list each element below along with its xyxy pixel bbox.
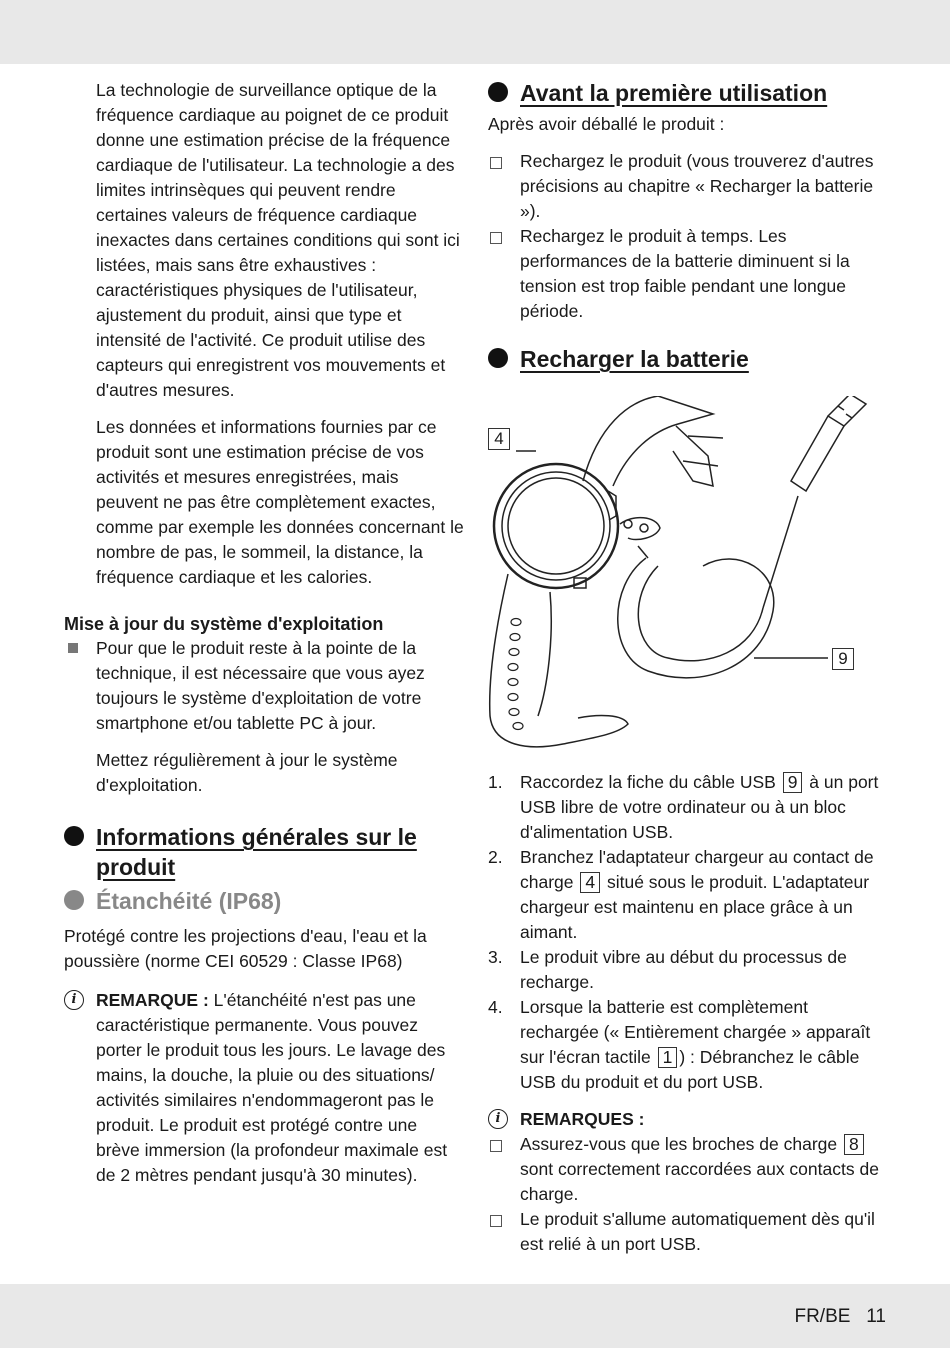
info-icon: i [488,1109,508,1129]
hr-technology-paragraph: La technologie de surveillance optique de la fréquence cardiaque au poignet de ce produit donne une estimation précise de la fréquence cardiaque de l'utilisateur. La technologie a des limites intrinsèques qui peuvent rendre certaines valeurs de fréquence cardiaque inexactes dans certaines conditions qui sont ici listées, mais sans être exhaustives : caractéristiques physiques de l'utilisateur, ajustement du produit, ainsi que type et intensité de l'activité. Ce produit utilise des capteurs qui enregistrent vos mouvements et d'autres mesures. [96,80,460,400]
step-text: Raccordez la fiche du câble USB [520,772,781,792]
heading-text: Informations générales sur le produit [96,824,417,880]
checkbox-bullet-icon [490,1215,502,1227]
bullet-text: Pour que le produit reste à la pointe de la technique, il est nécessaire que vous ayez toujours le système d'exploitation de votre smartphone et/ou tablette PC à jour. [96,638,425,733]
first-use-intro: Après avoir déballé le produit : [488,114,725,134]
remark-item [488,1132,888,1207]
remark-item [488,1207,888,1257]
ref-box: 8 [844,1134,864,1155]
heading-dot-icon [488,348,508,368]
first-use-item [488,149,888,224]
step-number: 2. [488,847,503,867]
remark-text: Le produit s'allume automatiquement dès qu'il est relié à un port USB. [520,1209,875,1254]
ip68-heading [64,886,464,916]
top-band [0,0,950,64]
callout-9: 9 [832,648,854,670]
step-number: 1. [488,772,503,792]
right-column [488,78,888,1257]
remark-text: L'étanchéité n'est pas une caractéristique permanente. Vous pouvez porter le produit tous les jours. Le lavage des mains, la douche, la pluie ou des situations/ activités similaires n'endommageront pas le produit. Le produit est protégé contre une brève immersion (la profondeur maximale est de 2 mètres pendant jusqu'à 30 minutes). [96,990,448,1185]
charging-illustration [488,396,888,768]
charge-battery-heading [488,344,888,374]
step-text: Le produit vibre au début du processus de recharge. [520,947,847,992]
info-icon: i [64,990,84,1010]
ref-box: 1 [658,1047,678,1068]
heading-text: Avant la première utilisation [520,80,828,106]
remarks-label: REMARQUES : [520,1109,645,1129]
ref-box: 4 [580,872,600,893]
remark-text: sont correctement raccordées aux contacts de charge. [520,1159,879,1204]
ip68-paragraph: Protégé contre les projections d'eau, l'eau et la poussière (norme CEI 60529 : Classe IP68) [64,926,427,971]
heading-dot-icon [64,890,84,910]
step-number: 4. [488,997,503,1017]
step-item [488,770,888,845]
heading-text: Étanchéité (IP68) [96,888,282,914]
remark-label: REMARQUE : [96,990,209,1010]
heading-text: Recharger la batterie [520,346,749,372]
step-item [488,945,888,995]
os-update-heading: Mise à jour du système d'exploitation [64,614,384,634]
remark-block [64,988,464,1188]
step-text: situé sous le produit. L'adaptateur chargeur est maintenu en place grâce à un aimant. [520,872,870,942]
step-item [488,995,888,1095]
remarks-heading [488,1107,888,1132]
step-text: ) : Débranchez le câble USB du produit et du port USB. [520,1047,860,1092]
step-item [488,845,888,945]
watch-and-cable-drawing [488,396,888,768]
callout-4: 4 [488,428,510,450]
data-accuracy-paragraph: Les données et informations fournies par ce produit sont une estimation précise de vos activités et mesures enregistrées, mais peuvent ne pas être complètement exactes, comme par exemple les données concernant le nombre de pas, le sommeil, la distance, la fréquence cardiaque et les calories. [96,417,464,587]
page-number: FR/BE 11 [794,1306,886,1327]
heading-dot-icon [64,826,84,846]
first-use-heading [488,78,888,108]
item-text: Rechargez le produit (vous trouverez d'autres précisions au chapitre « Recharger la batterie »). [520,151,874,221]
ref-box: 9 [783,772,803,793]
checkbox-bullet-icon [490,1140,502,1152]
checkbox-bullet-icon [490,157,502,169]
square-bullet-icon [68,643,78,653]
step-text: Lorsque la batterie est complètement rechargée (« Entièrement chargée » apparaît sur l'écran tactile [520,997,871,1067]
left-column [64,78,464,1188]
checkbox-bullet-icon [490,232,502,244]
general-info-heading [64,822,464,882]
step-text: à un port USB libre de votre ordinateur ou à un bloc d'alimentation USB. [520,772,879,842]
heading-dot-icon [488,82,508,102]
first-use-item [488,224,888,324]
item-text: Rechargez le produit à temps. Les performances de la batterie diminuent si la tension est trop faible pendant une longue période. [520,226,850,321]
os-update-paragraph: Mettez régulièrement à jour le système d'exploitation. [96,750,398,795]
os-update-bullet [64,636,464,736]
step-text: Branchez l'adaptateur chargeur au contact de charge [520,847,874,892]
remark-text: Assurez-vous que les broches de charge [520,1134,842,1154]
step-number: 3. [488,947,503,967]
